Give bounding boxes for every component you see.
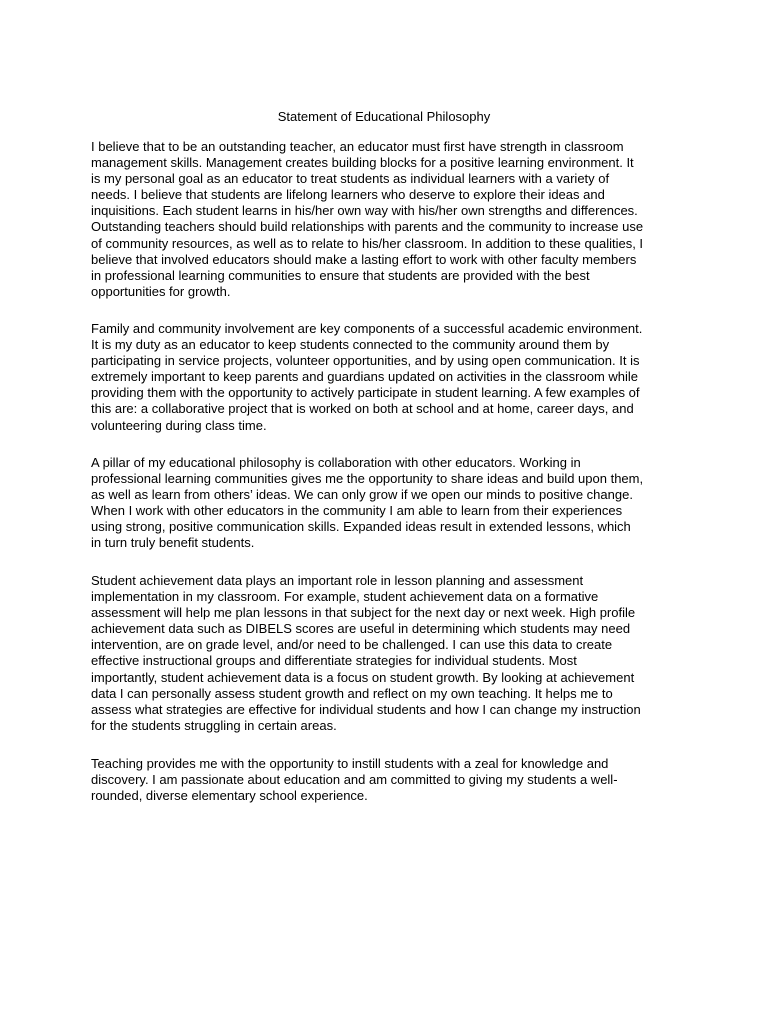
paragraph-line: Student achievement data plays an important role in lesson planning and assessment: [91, 573, 584, 588]
paragraph-line: implementation in my classroom. For example, student achievement data on a formative: [91, 589, 599, 605]
paragraph-line: achievement data such as DIBELS scores are useful in determining which students may need: [91, 621, 631, 637]
paragraph-line: in turn truly benefit students.: [91, 535, 255, 551]
paragraph-line: professional learning communities gives me the opportunity to share ideas and build upon them,: [91, 471, 644, 487]
paragraph-line: needs. I believe that students are lifelong learners who deserve to explore their ideas and: [91, 187, 605, 203]
paragraph-line: Family and community involvement are key components of a successful academic environment.: [91, 321, 643, 336]
paragraph-line: A pillar of my educational philosophy is collaboration with other educators. Working in: [91, 455, 581, 470]
paragraph-line: assess what strategies are effective for individual students and how I can change my instruction: [91, 701, 641, 717]
paragraph-line: volunteering during class time.: [91, 417, 267, 433]
paragraph-line: participating in service projects, volunteer opportunities, and by using open communication. It is: [91, 353, 640, 369]
paragraph-line: Teaching provides me with the opportunity to instill students with a zeal for knowledge and: [91, 756, 609, 771]
paragraph-line: opportunities for growth.: [91, 283, 231, 299]
paragraph-line: management skills. Management creates building blocks for a positive learning environment. It: [91, 155, 634, 171]
paragraph-line: intervention, are on grade level, and/or need to be challenged. I can use this data to create: [91, 637, 613, 653]
paragraph-line: as well as learn from others’ ideas. We can only grow if we open our minds to positive change.: [91, 487, 633, 503]
paragraph-line: inquisitions. Each student learns in his/her own way with his/her own strengths and differences.: [91, 203, 638, 219]
paragraph-line: this are: a collaborative project that is worked on both at school and at home, career days, and: [91, 401, 634, 417]
paragraph-line: providing them with the opportunity to actively participate in student learning. A few examples of: [91, 385, 640, 401]
paragraph-line: I believe that to be an outstanding teacher, an educator must first have strength in classroom: [91, 139, 624, 154]
paragraph-line: in professional learning communities to ensure that students are provided with the best: [91, 267, 590, 283]
paragraph-line: importantly, student achievement data is a focus on student growth. By looking at achievement: [91, 669, 635, 685]
paragraph-line: assessment will help me plan lessons in that subject for the next day or next week. High profile: [91, 605, 636, 621]
paragraph-line: effective instructional groups and differentiate strategies for individual students. Most: [91, 653, 577, 669]
paragraph-line: extremely important to keep parents and guardians updated on activities in the classroom while: [91, 369, 639, 385]
paragraph-conclusion: [91, 756, 691, 804]
paragraph-family-community: [91, 321, 691, 434]
paragraph-line: data I can personally assess student growth and reflect on my own teaching. It helps me to: [91, 685, 613, 701]
paragraph-line: rounded, diverse elementary school experience.: [91, 788, 368, 804]
paragraph-line: using strong, positive communication skills. Expanded ideas result in extended lessons, which: [91, 519, 631, 535]
paragraph-collaboration: [91, 455, 691, 552]
document-title: Statement of Educational Philosophy: [277, 109, 491, 124]
paragraph-line: is my personal goal as an educator to treat students as individual learners with a variety of: [91, 171, 610, 187]
paragraph-line: of community resources, as well as to relate to his/her classroom. In addition to these qualities, I: [91, 235, 644, 251]
paragraph-line: for the students struggling in certain areas.: [91, 717, 337, 733]
paragraph-line: discovery. I am passionate about education and am committed to giving my students a well-: [91, 772, 618, 788]
paragraph-line: Outstanding teachers should build relationships with parents and the community to increase use: [91, 219, 644, 235]
paragraph-classroom-management: [91, 139, 691, 300]
paragraph-line: It is my duty as an educator to keep students connected to the community around them by: [91, 337, 610, 353]
paragraph-line: When I work with other educators in the community I am able to learn from their experiences: [91, 503, 623, 519]
paragraph-achievement-data: [91, 573, 691, 734]
paragraph-line: believe that involved educators should make a lasting effort to work with other faculty members: [91, 251, 637, 267]
